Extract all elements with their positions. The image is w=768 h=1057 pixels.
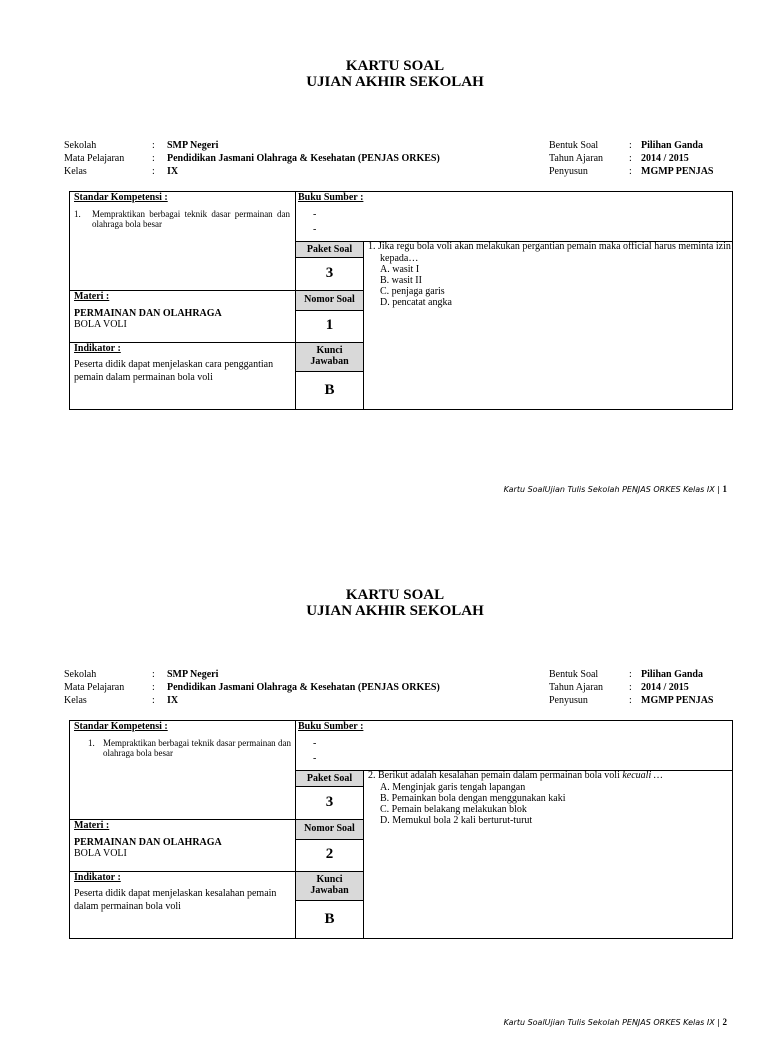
question-table xyxy=(69,720,733,939)
card-title: KARTU SOAL xyxy=(345,587,445,603)
info-left xyxy=(64,668,484,708)
option-b: B. Pemainkan bola dengan menggunakan kaki xyxy=(380,793,566,804)
materi-title: PERMAINAN DAN OLAHRAGA xyxy=(74,837,222,848)
info-right xyxy=(549,139,739,179)
paket-soal-label: Paket Soal xyxy=(306,773,353,784)
kelas-value: IX xyxy=(167,695,179,706)
penyusun-label: Penyusun xyxy=(549,695,588,706)
buku-item: - xyxy=(313,753,317,764)
penyusun-value: MGMP PENJAS xyxy=(641,166,714,177)
indikator-label: Indikator : xyxy=(74,343,121,354)
colon: : xyxy=(629,695,632,706)
question-text: 1. Jika regu bola voli akan melakukan pergantian pemain maka official harus meminta izin xyxy=(368,241,731,252)
kunci-label-2: Jawaban xyxy=(310,885,349,896)
tahun-value: 2014 / 2015 xyxy=(641,153,689,164)
colon: : xyxy=(152,695,155,706)
sekolah-value: SMP Negeri xyxy=(167,140,219,151)
mapel-label: Mata Pelajaran xyxy=(64,682,125,693)
kunci-label-2: Jawaban xyxy=(310,356,349,367)
paket-soal-value: 3 xyxy=(325,265,334,281)
sekolah-label: Sekolah xyxy=(64,669,97,680)
mapel-value: Pendidikan Jasmani Olahraga & Kesehatan (PENJAS ORKES) xyxy=(167,682,440,693)
bentuk-value: Pilihan Ganda xyxy=(641,669,703,680)
kelas-label: Kelas xyxy=(64,166,87,177)
option-c: C. penjaga garis xyxy=(380,286,445,297)
colon: : xyxy=(629,140,632,151)
kunci-value: B xyxy=(324,911,335,927)
tahun-label: Tahun Ajaran xyxy=(549,153,604,164)
colon: : xyxy=(152,669,155,680)
exam-card-2 xyxy=(0,529,768,1057)
card-subtitle: UJIAN AKHIR SEKOLAH xyxy=(306,74,484,90)
bentuk-value: Pilihan Ganda xyxy=(641,140,703,151)
nomor-soal-label: Nomor Soal xyxy=(304,294,355,305)
standar-kompetensi-label: Standar Kompetensi : xyxy=(74,192,168,203)
indikator-text: Peserta didik dapat menjelaskan cara penggantian pemain dalam permainan bola voli xyxy=(74,359,274,383)
materi-title: PERMAINAN DAN OLAHRAGA xyxy=(74,308,222,319)
standar-kompetensi-label: Standar Kompetensi : xyxy=(74,721,168,732)
mapel-label: Mata Pelajaran xyxy=(64,153,125,164)
kelas-value: IX xyxy=(167,166,179,177)
option-a: A. wasit I xyxy=(380,264,420,275)
penyusun-label: Penyusun xyxy=(549,166,588,177)
colon: : xyxy=(629,166,632,177)
card-title: KARTU SOAL xyxy=(345,58,445,74)
card-subtitle: UJIAN AKHIR SEKOLAH xyxy=(306,603,484,619)
buku-item: - xyxy=(313,224,317,235)
tahun-label: Tahun Ajaran xyxy=(549,682,604,693)
colon: : xyxy=(629,682,632,693)
paket-soal-value: 3 xyxy=(325,794,334,810)
kunci-label-1: Kunci xyxy=(316,874,343,885)
kompetensi-number: 1. xyxy=(88,738,95,748)
option-d: D. Memukul bola 2 kali berturut-turut xyxy=(380,815,533,826)
page-number: 2 xyxy=(722,1017,727,1027)
materi-label: Materi : xyxy=(74,291,110,302)
buku-sumber-label: Buku Sumber : xyxy=(298,721,364,732)
info-right xyxy=(549,668,739,708)
penyusun-value: MGMP PENJAS xyxy=(641,695,714,706)
kunci-label-1: Kunci xyxy=(316,345,343,356)
sekolah-label: Sekolah xyxy=(64,140,97,151)
tahun-value: 2014 / 2015 xyxy=(641,682,689,693)
colon: : xyxy=(629,153,632,164)
indikator-text: Peserta didik dapat menjelaskan kesalahan pemain dalam permainan bola voli xyxy=(74,888,277,912)
page-footer: Kartu SoalUjian Tulis Sekolah PENJAS ORKES Kelas IX | 2 xyxy=(503,1017,727,1027)
kompetensi-number: 1. xyxy=(74,209,81,219)
indikator-label: Indikator : xyxy=(74,872,121,883)
question-text: 2. Berikut adalah kesalahan pemain dalam permainan bola voli kecuali … xyxy=(368,770,663,781)
nomor-soal-label: Nomor Soal xyxy=(304,823,355,834)
paket-soal-label: Paket Soal xyxy=(306,244,353,255)
kelas-label: Kelas xyxy=(64,695,87,706)
sekolah-value: SMP Negeri xyxy=(167,669,219,680)
kunci-value: B xyxy=(324,382,335,398)
buku-sumber-label: Buku Sumber : xyxy=(298,192,364,203)
option-c: C. Pemain belakang melakukan blok xyxy=(380,804,527,815)
nomor-soal-value: 1 xyxy=(325,317,334,333)
materi-label: Materi : xyxy=(74,820,110,831)
nomor-soal-value: 2 xyxy=(325,846,334,862)
materi-sub: BOLA VOLI xyxy=(74,848,127,859)
colon: : xyxy=(152,153,155,164)
kompetensi-text: Mempraktikan berbagai teknik dasar permainan dan olahraga bola besar xyxy=(92,209,290,229)
colon: : xyxy=(152,140,155,151)
page-number: 1 xyxy=(722,484,727,494)
buku-item: - xyxy=(313,209,317,220)
colon: : xyxy=(152,166,155,177)
question-continuation: kepada… xyxy=(380,253,419,264)
page-footer: Kartu SoalUjian Tulis Sekolah PENJAS ORKES Kelas IX | 1 xyxy=(503,484,727,494)
option-a: A. Menginjak garis tengah lapangan xyxy=(380,782,526,793)
option-b: B. wasit II xyxy=(380,275,422,286)
info-left xyxy=(64,139,484,179)
option-d: D. pencatat angka xyxy=(380,297,452,308)
exam-card-1 xyxy=(0,0,768,528)
question-table xyxy=(69,191,733,410)
mapel-value: Pendidikan Jasmani Olahraga & Kesehatan (PENJAS ORKES) xyxy=(167,153,440,164)
kompetensi-text: Mempraktikan berbagai teknik dasar permainan dan olahraga bola besar xyxy=(103,738,291,758)
buku-item: - xyxy=(313,738,317,749)
colon: : xyxy=(629,669,632,680)
colon: : xyxy=(152,682,155,693)
bentuk-label: Bentuk Soal xyxy=(549,140,599,151)
bentuk-label: Bentuk Soal xyxy=(549,669,599,680)
materi-sub: BOLA VOLI xyxy=(74,319,127,330)
